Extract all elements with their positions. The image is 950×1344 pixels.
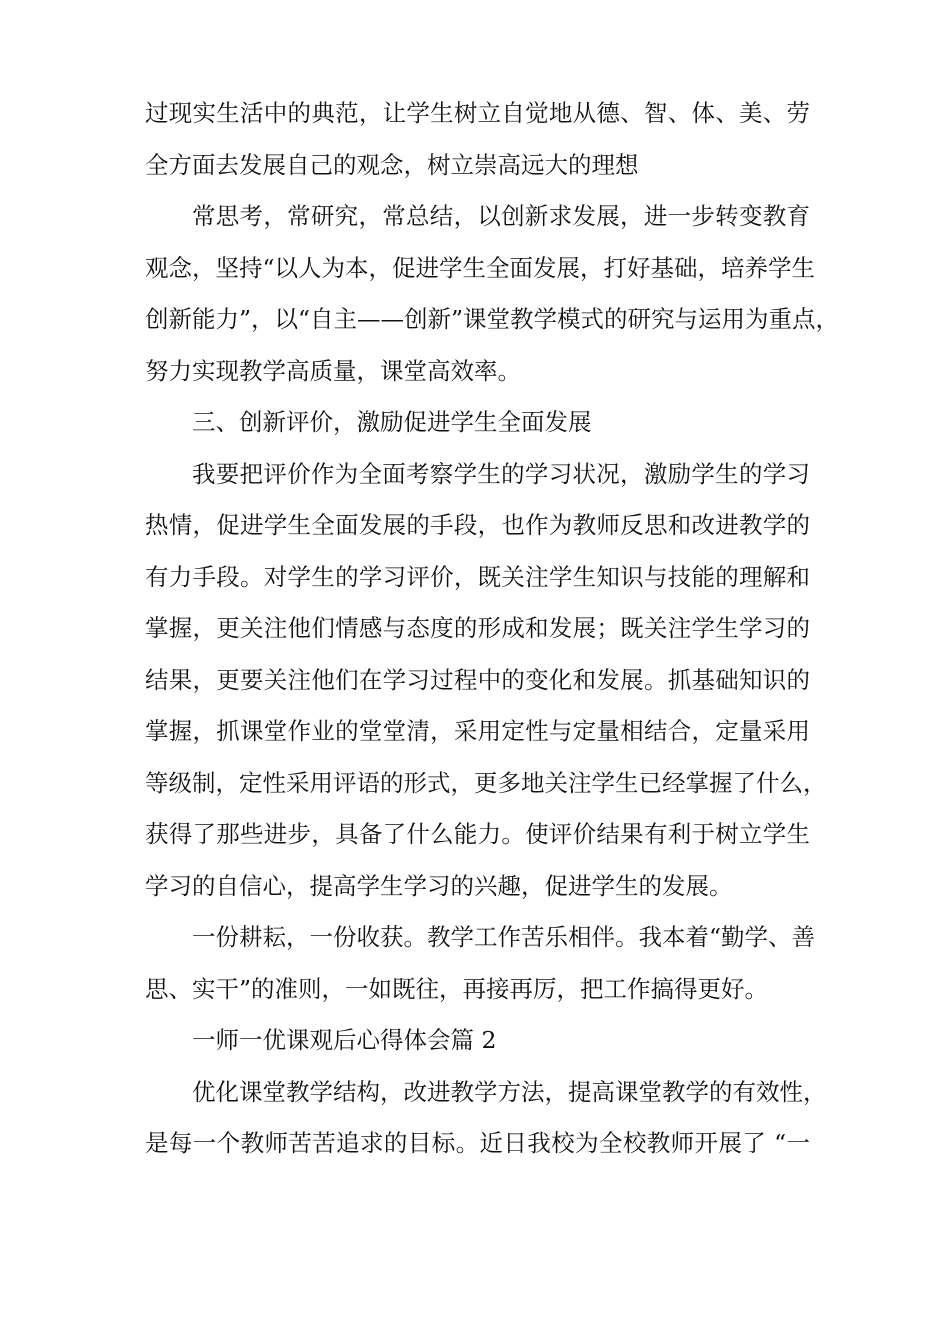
text-line: 我要把评价作为全面考察学生的学习状况，激励学生的学习 — [192, 459, 810, 488]
text-line: 全方面去发展自己的观念，树立崇高远大的理想 — [145, 150, 639, 179]
text-line: 过现实生活中的典范，让学生树立自觉地从德、智、体、美、劳 — [145, 99, 810, 127]
text-line: 获得了那些进步，具备了什么能力。使评价结果有利于树立学生 — [145, 820, 810, 848]
text-line: 结果，更要关注他们在学习过程中的变化和发展。抓基础知识的 — [145, 665, 810, 694]
text-line: 热情，促进学生全面发展的手段，也作为教师反思和改进教学的 — [145, 511, 810, 539]
text-line: 思、实干”的准则，一如既往，再接再厉，把工作搞得更好。 — [145, 974, 769, 1003]
text-line: 学习的自信心，提高学生学习的兴趣，促进学生的发展。 — [145, 871, 733, 900]
text-line: 等级制，定性采用评语的形式，更多地关注学生已经掌握了什么， — [145, 768, 827, 797]
text-line: 常思考，常研究，常总结，以创新求发展，进一步转变教育 — [192, 202, 810, 230]
text-line: 掌握，抓课堂作业的堂堂清，采用定性与定量相结合，定量采用 — [145, 717, 810, 745]
document-body — [145, 88, 840, 1170]
text-line: 掌握，更关注他们情感与态度的形成和发展；既关注学生学习的 — [145, 614, 810, 642]
text-line: 观念，坚持“以人为本，促进学生全面发展，打好基础，培养学生 — [145, 253, 816, 282]
text-line: 创新能力”，以“自主——创新”课堂教学模式的研究与运用为重点， — [145, 305, 840, 333]
text-line: 优化课堂教学结构，改进教学方法，提高课堂教学的有效性， — [192, 1077, 827, 1106]
text-line: 一份耕耘，一份收获。教学工作苦乐相伴。我本着“勤学、善 — [192, 923, 816, 951]
text-line: 努力实现教学高质量，课堂高效率。 — [145, 356, 521, 385]
article-subtitle: 一师一优课观后心得体会篇 2 — [192, 1026, 497, 1054]
section-heading: 三、创新评价，激励促进学生全面发展 — [192, 408, 592, 436]
text-line: 是每一个教师苦苦追求的目标。近日我校为全校教师开展了 “一 — [145, 1129, 810, 1157]
text-line: 有力手段。对学生的学习评价，既关注学生知识与技能的理解和 — [145, 562, 810, 591]
